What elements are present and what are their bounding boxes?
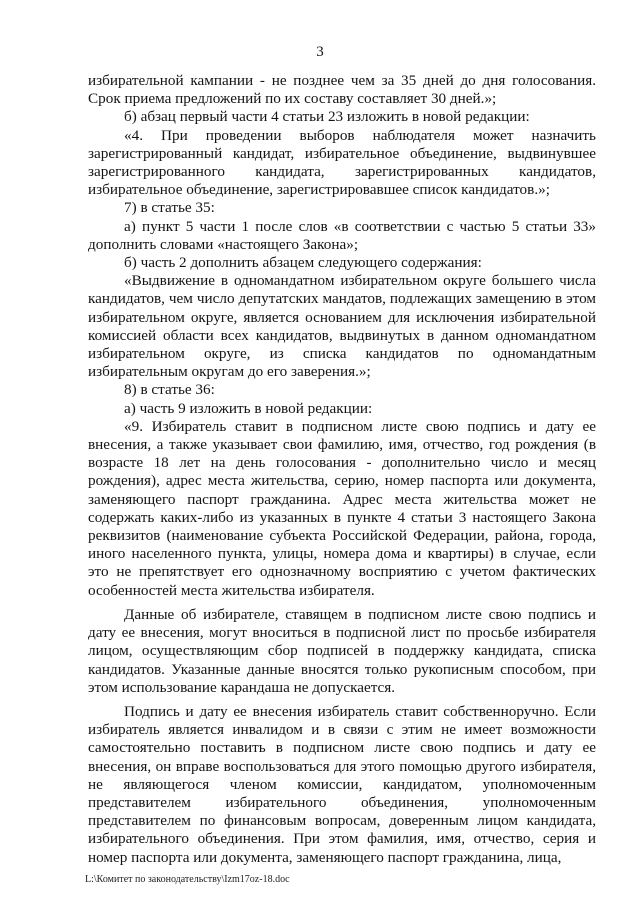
paragraph: «4. При проведении выборов наблюдателя может назначить зарегистрированный кандидат, избирательное объединение, выдвинувшее зарегистрированного кандидата, зарегистрированных кандидатов, избирательное объединение, зарегистрировавшее список кандидатов.»; [88, 126, 596, 199]
paragraph: избирательной кампании - не позднее чем за 35 дней до дня голосования. Срок приема предложений по их составу составляет 30 дней.»; [88, 72, 596, 108]
paragraph: а) пункт 5 части 1 после слов «в соответствии с частью 5 статьи 33» дополнить словами «настоящего Закона»; [88, 217, 596, 253]
paragraph: 7) в статье 35: [124, 199, 215, 217]
page-number: 3 [316, 44, 324, 60]
paragraph: «9. Избиратель ставит в подписном листе свою подпись и дату ее внесения, а также указывает свои фамилию, имя, отчество, год рождения (в возрасте 18 лет на день голосования - дополнительно число и месяц рождения), адрес места жительства, серию, номер паспорта или документа, заменяющего паспорт гражданина. Адрес места жительства может не содержать каких-либо из указанных в пункте 4 статьи 3 настоящего Закона реквизитов (наименование субъекта Российской Федерации, района, города, иного населенного пункта, улицы, номера дома и квартиры) в случае, если это не препятствует его однозначному восприятию с учетом фактических особенностей места жительства избирателя. [88, 417, 596, 599]
file-path-footer: L:\Комитет по законодательству\Izm17oz-18.doc [85, 874, 290, 885]
paragraph: «Выдвижение в одномандатном избирательном округе большего числа кандидатов, чем число депутатских мандатов, подлежащих замещению в этом избирательном округе, является основанием для исключения избирательной комиссией области всех кандидатов, выдвинутых в данном одномандатном избирательном округе, из списка кандидатов по одномандатным избирательным округам до его заверения.»; [88, 272, 596, 381]
paragraph: б) часть 2 дополнить абзацем следующего содержания: [124, 254, 482, 272]
paragraph: Подпись и дату ее внесения избиратель ставит собственноручно. Если избиратель является инвалидом и в связи с этим не имеет возможности самостоятельно поставить в подписном листе свою подпись и дату ее внесения, он вправе воспользоваться для этого помощью другого избирателя, не являющегося членом комиссии, кандидатом, уполномоченным представителем избирательного объединения, уполномоченным представителем по финансовым вопросам, доверенным лицом кандидата, избирательного объединения. При этом фамилия, имя, отчество, серия и номер паспорта или документа, заменяющего паспорт гражданина, лица, [88, 702, 596, 866]
document-body [88, 72, 596, 867]
paragraph: 8) в статье 36: [124, 381, 215, 399]
paragraph: а) часть 9 изложить в новой редакции: [124, 399, 373, 417]
paragraph: б) абзац первый части 4 статьи 23 изложить в новой редакции: [124, 108, 530, 126]
paragraph: Данные об избирателе, ставящем в подписном листе свою подпись и дату ее внесения, могут вноситься в подписной лист по просьбе избирателя лицом, осуществляющим сбор подписей в поддержку кандидата, списка кандидатов. Указанные данные вносятся только рукописным способом, при этом использование карандаша не допускается. [88, 605, 596, 696]
